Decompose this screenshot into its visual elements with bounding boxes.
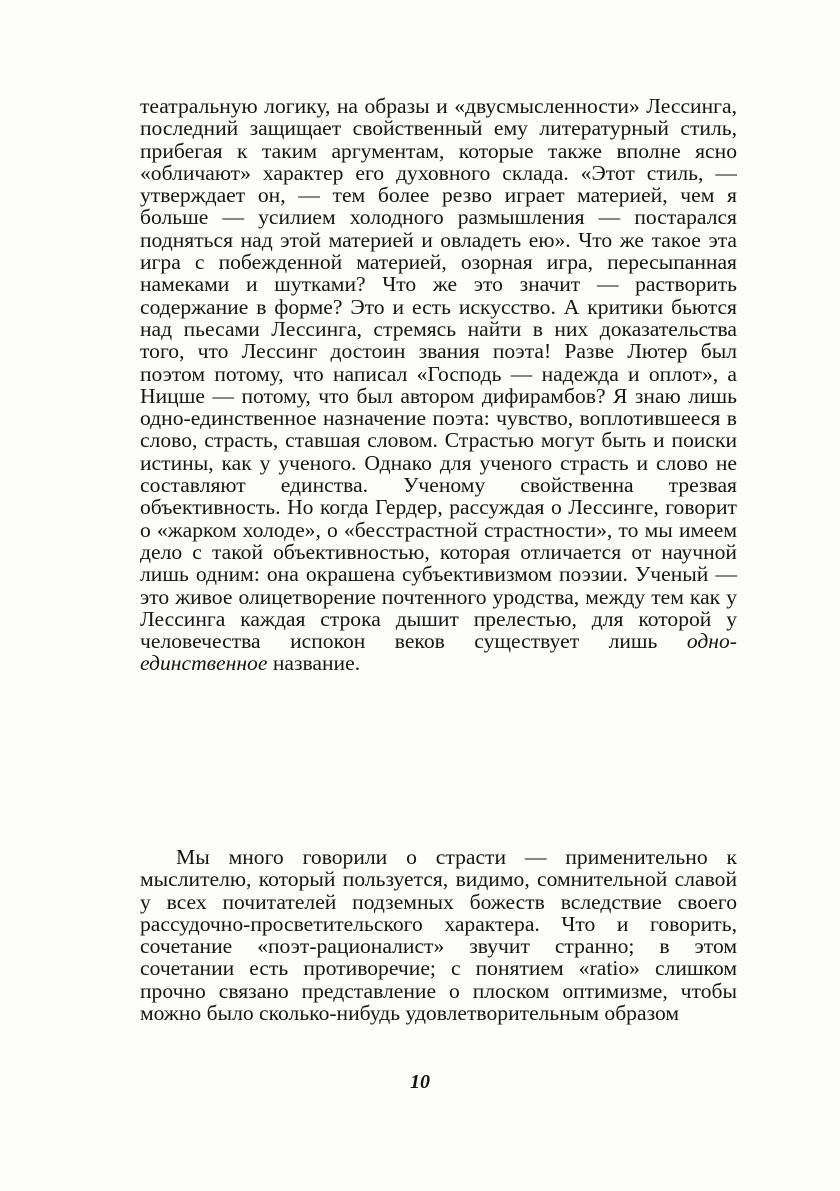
paragraph-1-ending: название.	[267, 651, 361, 676]
paragraph-1	[140, 95, 737, 675]
paragraph-1-body	[140, 95, 737, 675]
paragraph-1-emphasis: одно-единственное	[140, 629, 737, 676]
paragraph-2-text: Мы много говорили о страсти — применительно к мыслителю, который пользуется, видимо, сомнительной славой у всех почитателей подземных божеств вследствие своего рассудочно-просветительского характера. Что и говорить, сочетание «поэт-рационалист» звучит странно; в этом сочетании есть противоречие; с понятием «ratio» слишком прочно связано представление о плоском оптимизме, чтобы можно было сколько-нибудь удовлетворительным образом	[140, 845, 737, 1026]
page-number: 10	[410, 1071, 430, 1093]
paragraph-2	[140, 846, 737, 1024]
paragraph-1-text: театральную логику, на образы и «двусмысленности» Лессинга, последний защищает свойственный ему литературный стиль, прибегая к таким аргументам, которые также вполне ясно «обличают» характер его духовного склада. «Этот стиль, — утверждает он, — тем более резво играет материей, чем я больше — усилием холодного размышления — постарался подняться над этой материей и овладеть ею». Что же такое эта игра с побежденной материей, озорная игра, пересыпанная намеками и шутками? Что же это значит — растворить содержание в форме? Это и есть искусство. А критики бьются над пьесами Лессинга, стремясь найти в них доказательства того, что Лессинг достоин звания поэта! Разве Лютер был поэтом потому, что написал «Господь — надежда и оплот», а Ницше — потому, что был автором дифирамбов? Я знаю лишь одно-единственное назначение поэта: чувство, воплотившееся в слово, страсть, ставшая словом. Страстью могут быть и поиски истины, как у ученого. Однако для ученого страсть и слово не составляют единства. Ученому свойственна трезвая объективность. Но когда Гердер, рассуждая о Лессинге, говорит о «жарком холоде», о «бесстрастной страстности», то мы имеем дело с такой объективностью, которая отличается от научной лишь одним: она окрашена субъективизмом поэзии. Ученый — это живое олицетворение почтенного уродства, между тем как у Лессинга каждая строка дышит прелестью, для которой у человечества испокон веков существует лишь	[140, 94, 737, 654]
